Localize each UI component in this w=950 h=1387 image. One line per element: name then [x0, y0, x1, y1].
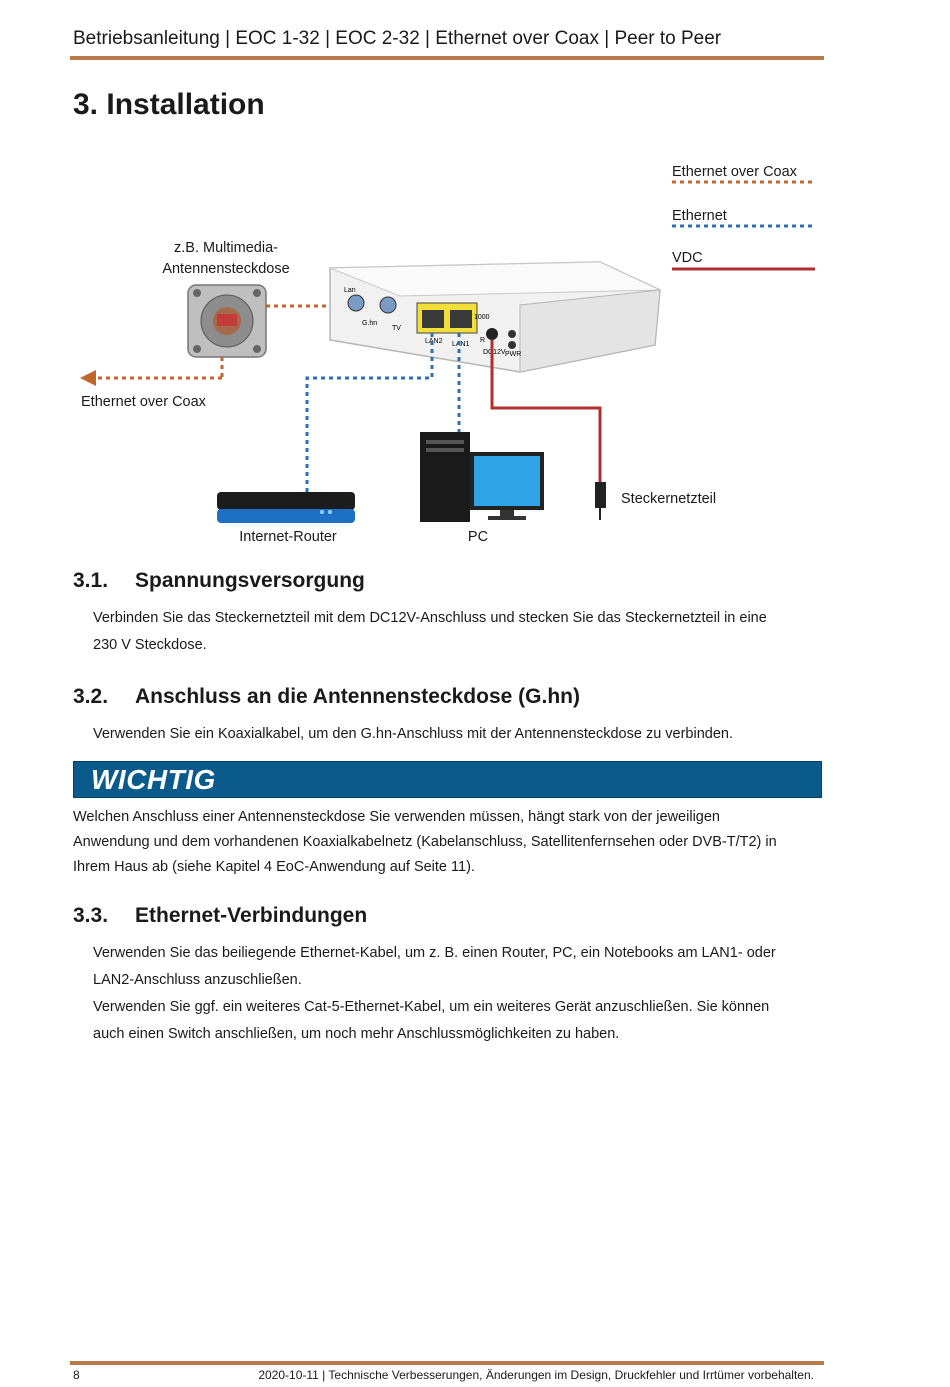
important-banner — [73, 761, 822, 798]
port-label-dc: DC12V — [483, 349, 506, 356]
section-title: Ethernet-Verbindungen — [135, 904, 368, 927]
router-icon — [217, 492, 355, 523]
socket-label-line1: z.B. Multimedia- — [174, 240, 278, 256]
legend — [672, 164, 815, 269]
section-body-3-1 — [93, 605, 828, 659]
installation-diagram — [0, 150, 950, 560]
page-number: 8 — [73, 1368, 80, 1382]
pc-label: PC — [467, 529, 489, 545]
paragraph-line: Verwenden Sie das beiliegende Ethernet-Kabel, um z. B. einen Router, PC, ein Notebooks am LAN1- oder — [93, 945, 776, 961]
pc-icon — [420, 432, 544, 522]
paragraph-line: Verwenden Sie ein Koaxialkabel, um den G.hn-Anschluss mit der Antennensteckdose zu verbinden. — [93, 726, 733, 742]
port-label-tv: TV — [392, 325, 401, 332]
coax-label: Ethernet over Coax — [81, 394, 206, 410]
section-heading-3-1 — [73, 569, 365, 593]
section-title: Anschluss an die Antennensteckdose (G.hn) — [135, 685, 580, 708]
paragraph-line: LAN2-Anschluss anzuschließen. — [93, 972, 302, 988]
section-title: Spannungsversorgung — [135, 569, 365, 592]
legend-label-vdc: VDC — [672, 250, 703, 266]
note-line: Welchen Anschluss einer Antennensteckdose Sie verwenden müssen, hängt stark von der jeweiligen — [73, 809, 720, 825]
port-label-speed: 1000 — [474, 314, 490, 321]
paragraph-line: Verbinden Sie das Steckernetzteil mit dem DC12V-Anschluss und stecken Sie das Steckernetzteil in eine — [93, 610, 767, 626]
note-line: Ihrem Haus ab (siehe Kapitel 4 EoC-Anwendung auf Seite 11). — [73, 859, 475, 875]
page-title: 3. Installation — [73, 88, 265, 121]
section-number: 3.1. — [73, 569, 109, 592]
important-note — [73, 805, 823, 880]
psu-label: Steckernetzteil — [621, 491, 717, 507]
port-label-pwr: PWR — [505, 351, 522, 358]
section-number: 3.3. — [73, 904, 109, 927]
antenna-socket-icon — [188, 285, 266, 357]
section-body-3-3 — [93, 940, 828, 1048]
paragraph-line: 230 V Steckdose. — [93, 637, 207, 653]
port-label-r: R — [480, 337, 486, 344]
footer-disclaimer: 2020-10-11 | Technische Verbesserungen, Änderungen im Design, Druckfehler und Irrtümer vorbehalten. — [258, 1368, 814, 1382]
port-label-lan2: LAN2 — [425, 338, 443, 345]
section-number: 3.2. — [73, 685, 109, 708]
section-body-3-2 — [93, 721, 828, 748]
paragraph-line: auch einen Switch anschließen, um noch mehr Anschlussmöglichkeiten zu haben. — [93, 1026, 620, 1042]
section-heading-3-3 — [73, 904, 367, 928]
socket-label-line2: Antennensteckdose — [162, 261, 290, 277]
port-label-lan: Lan — [344, 287, 356, 294]
section-heading-3-2 — [73, 685, 580, 709]
port-label-ghn: G.hn — [362, 320, 378, 327]
document-header: Betriebsanleitung | EOC 1-32 | EOC 2-32 | Ethernet over Coax | Peer to Peer — [73, 28, 722, 49]
header-rule — [70, 56, 824, 60]
power-supply-icon — [595, 482, 606, 520]
important-label: WICHTIG — [91, 764, 216, 795]
router-label: Internet-Router — [239, 529, 337, 545]
port-label-lan1: LAN1 — [452, 341, 470, 348]
note-line: Anwendung und dem vorhandenen Koaxialkabelnetz (Kabelanschluss, Satellitenfernsehen oder DVB-T/T2) in — [73, 834, 777, 850]
eoc-device-icon — [330, 262, 660, 372]
legend-label-eoc: Ethernet over Coax — [672, 164, 797, 180]
legend-label-ethernet: Ethernet — [672, 208, 727, 224]
paragraph-line: Verwenden Sie ggf. ein weiteres Cat-5-Ethernet-Kabel, um ein weiteres Gerät anzuschließen. Sie können — [93, 999, 770, 1015]
footer-rule — [70, 1361, 824, 1365]
